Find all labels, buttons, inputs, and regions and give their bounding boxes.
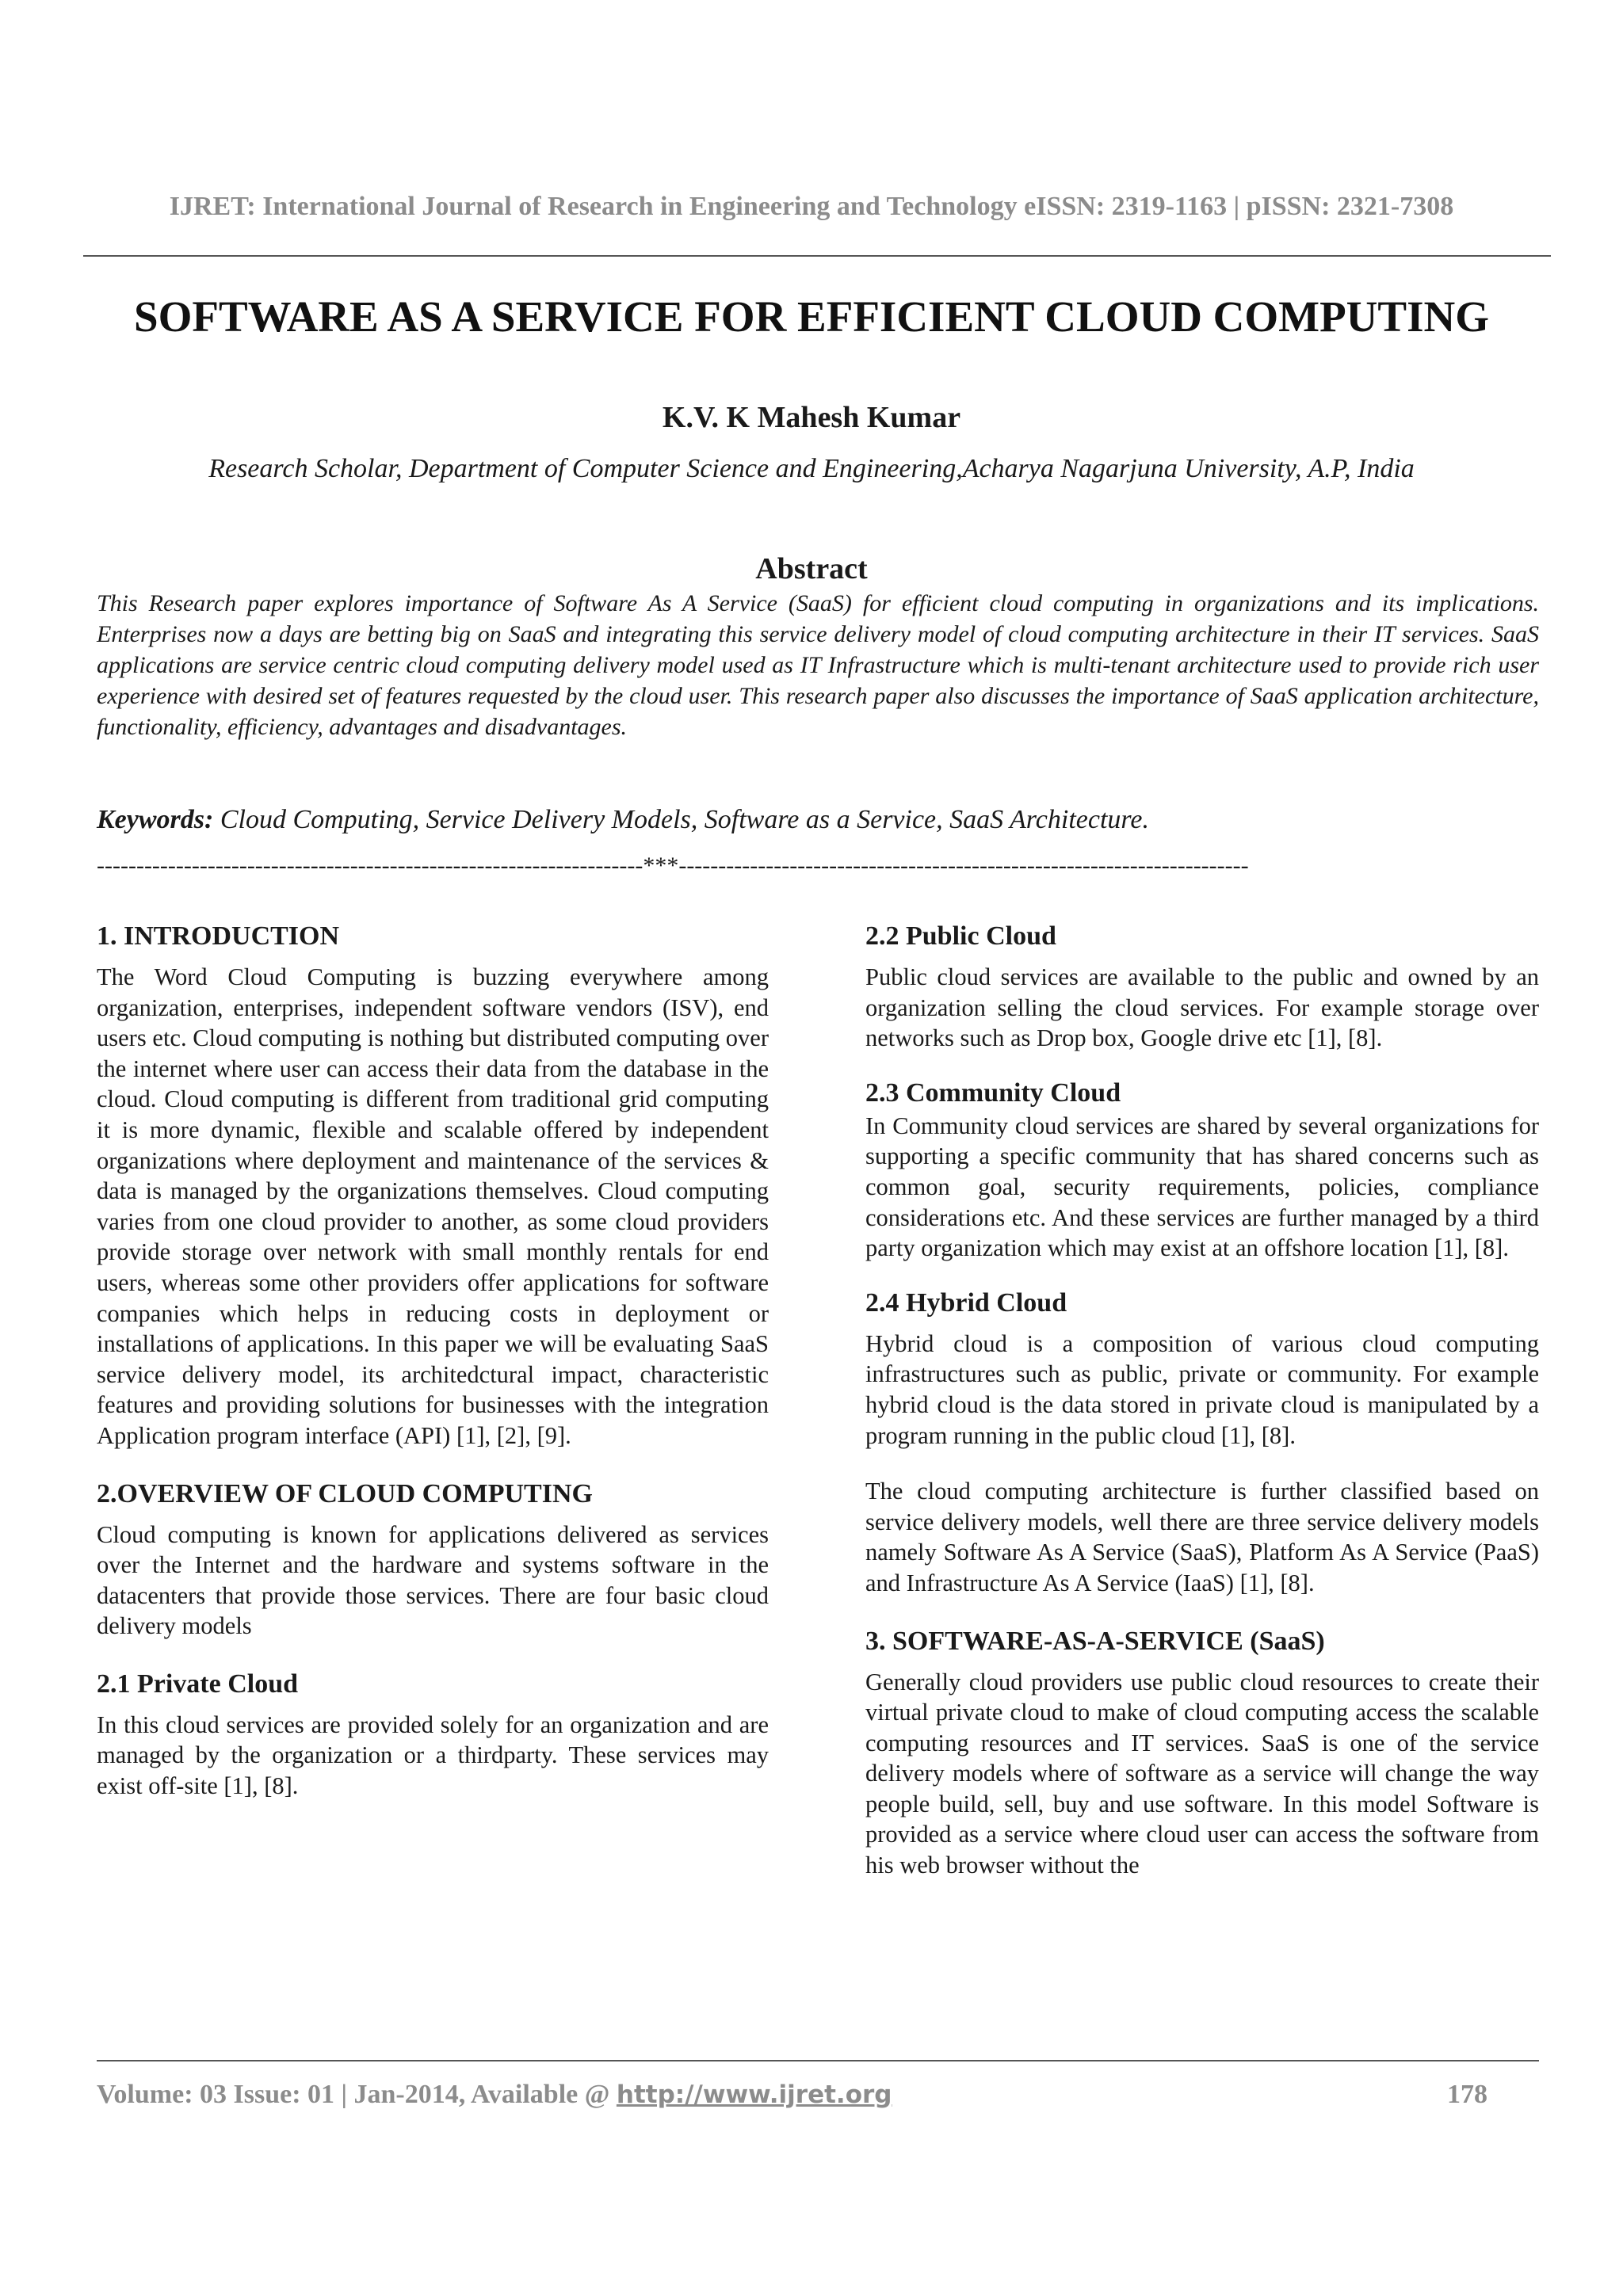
page-number: 178	[1447, 2080, 1487, 2109]
right-column	[865, 919, 1539, 1881]
section-separator: ---------------------------------------------------------------------***------------------------------------------------------------------------	[97, 852, 1249, 879]
footer-volume-text: Volume: 03 Issue: 01 | Jan-2014, Available @	[97, 2080, 617, 2109]
header-divider	[83, 255, 1551, 257]
left-column	[97, 919, 769, 1802]
private-cloud-paragraph: In this cloud services are provided solely for an organization and are managed by the organization or a thirdparty. These services may exist off-site [1], [8].	[97, 1711, 769, 1800]
author-affiliation: Research Scholar, Department of Computer Science and Engineering,Acharya Nagarjuna University, A.P, India	[208, 454, 1415, 483]
architecture-paragraph: The cloud computing architecture is further classified based on service delivery models, well there are three service delivery models namely Software As A Service (SaaS), Platform As A Service (PaaS) and Infrastructure As A Service (IaaS) [1], [8].	[865, 1478, 1539, 1596]
keywords	[97, 805, 1539, 835]
section-heading-community-cloud: 2.3 Community Cloud	[865, 1077, 1121, 1108]
paper-title: SOFTWARE AS A SERVICE FOR EFFICIENT CLOUD COMPUTING	[134, 292, 1489, 341]
section-heading-hybrid-cloud: 2.4 Hybrid Cloud	[865, 1287, 1067, 1318]
journal-website-link[interactable]: http://www.ijret.org	[616, 2081, 892, 2109]
section-heading-introduction: 1. INTRODUCTION	[97, 921, 340, 951]
author-name: K.V. K Mahesh Kumar	[662, 401, 961, 434]
abstract-text: This Research paper explores importance of Software As A Service (SaaS) for efficient cloud computing in organizations and its implications. Enterprises now a days are betting big on SaaS and integrating this service delivery model of cloud computing architecture in their IT services. SaaS applications are service centric cloud computing delivery model used as IT Infrastructure which is multi-tenant architecture used to provide rich user experience with desired set of features requested by the cloud user. This research paper also discusses the importance of SaaS application architecture, functionality, efficiency, advantages and disadvantages.	[97, 590, 1539, 740]
keywords-label: Keywords:	[97, 805, 214, 834]
public-cloud-paragraph: Public cloud services are available to the public and owned by an organization selling the cloud services. For example storage over networks such as Drop box, Google drive etc [1], [8].	[865, 963, 1539, 1052]
section-heading-private-cloud: 2.1 Private Cloud	[97, 1669, 299, 1699]
journal-header: IJRET: International Journal of Research in Engineering and Technology eISSN: 2319-1163 | pISSN: 2321-7308	[169, 192, 1454, 221]
section-heading-public-cloud: 2.2 Public Cloud	[865, 921, 1056, 951]
footer-divider	[97, 2060, 1539, 2061]
section-heading-overview: 2.OVERVIEW OF CLOUD COMPUTING	[97, 1478, 593, 1508]
keywords-text: Cloud Computing, Service Delivery Models, Software as a Service, SaaS Architecture.	[213, 805, 1149, 834]
overview-paragraph: Cloud computing is known for applications delivered as services over the Internet and the hardware and systems software in the datacenters that provide those services. There are four basic cloud delivery models	[97, 1520, 769, 1640]
community-cloud-paragraph: In Community cloud services are shared by several organizations for supporting a specific community that has shared concerns such as common goal, security requirements, policies, compliance considerations etc. And these services are further managed by a third party organization which may exist at an offshore location [1], [8].	[865, 1112, 1539, 1262]
introduction-paragraph: The Word Cloud Computing is buzzing everywhere among organization, enterprises, independent software vendors (ISV), end users etc. Cloud computing is nothing but distributed computing over the internet where user can access their data from the database in the cloud. Cloud computing is different from traditional grid computing it is more dynamic, flexible and scalable offered by independent organizations where deployment and maintenance of the services & data is managed by the organizations themselves. Cloud computing varies from one cloud provider to another, as some cloud providers provide storage over network with small monthly rentals for end users, whereas some other providers offer applications for software companies which helps in reducing costs in deployment or installations of applications. In this paper we will be evaluating SaaS service delivery model, its architedctural impact, characteristic features and providing solutions for businesses with the integration Application program interface (API) [1], [2], [9].	[97, 963, 769, 1449]
footer-volume-info	[97, 2080, 892, 2110]
section-heading-saas: 3. SOFTWARE-AS-A-SERVICE (SaaS)	[865, 1626, 1325, 1656]
page-footer	[97, 2080, 1487, 2110]
abstract-heading: Abstract	[755, 552, 868, 585]
hybrid-cloud-paragraph: Hybrid cloud is a composition of various cloud computing infrastructures such as public, private or community. For example hybrid cloud is the data stored in private cloud is manipulated by a program running in the public cloud [1], [8].	[865, 1329, 1539, 1449]
saas-paragraph: Generally cloud providers use public cloud resources to create their virtual private cloud to make of cloud computing access the scalable computing resources and IT services. SaaS is one of the service delivery models where of software as a service will change the way people build, sell, buy and use software. In this model Software is provided as a service where cloud user can access the software from his web browser without the	[865, 1668, 1539, 1879]
